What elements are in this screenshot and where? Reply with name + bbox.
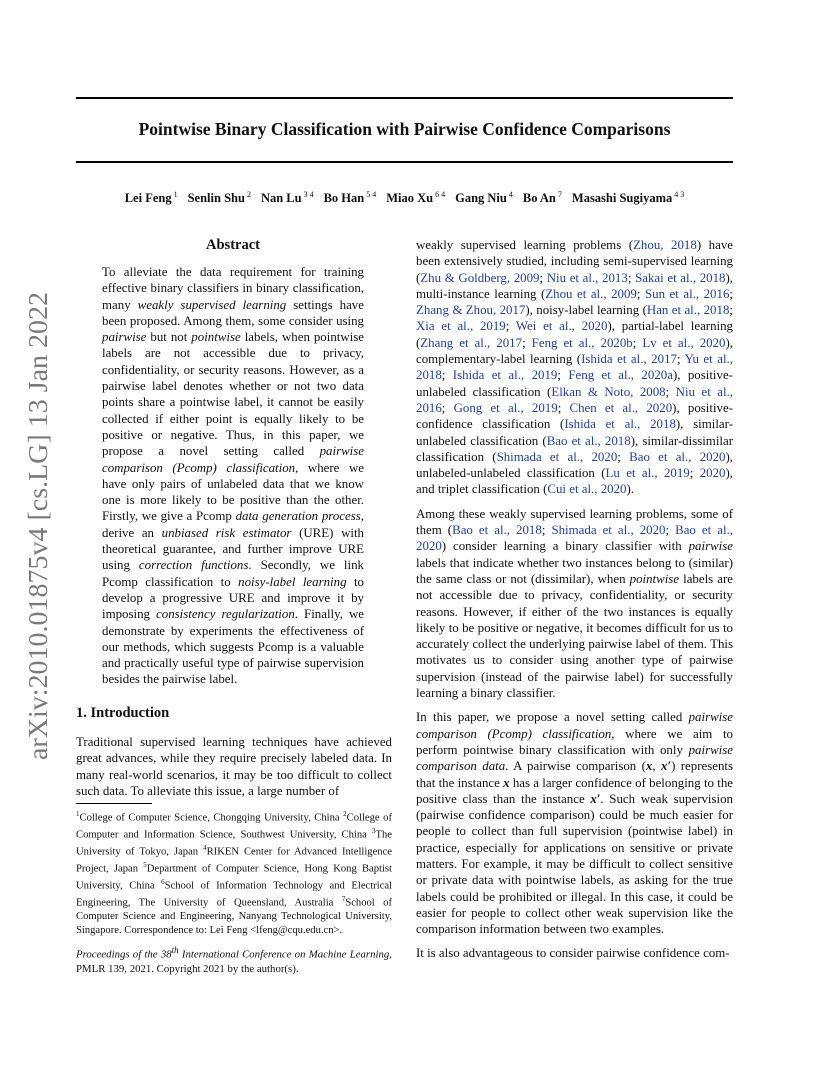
citation-link[interactable]: Niu et al., 2013 — [546, 270, 628, 285]
citation-link[interactable]: 2020 — [699, 466, 726, 481]
text-run: , — [652, 759, 661, 774]
author-name: Nan Lu — [260, 191, 302, 206]
affiliation-mark: 3 — [372, 827, 376, 836]
title-rule-bottom — [76, 161, 733, 163]
text-run: labels are not accessible due to privacy, confidentiality, or security reasons. However, if either of the two instances is equally likely to be positive or negative, it becomes difficult for us to accurately collect the underlying pairwise label of them. This motivates us to consider using another type of pairwise supervision (instead of the pairwise label) for successfully learning a binary classifier. — [416, 571, 734, 701]
text-run: . A pairwise comparison ( — [505, 759, 646, 774]
text-run: It is also advantageous to consider pairwise confidence com- — [416, 946, 730, 961]
proceedings-note — [76, 943, 392, 976]
paragraph — [416, 945, 733, 961]
text-run: , where we have only pairs of unlabeled data that we know one is more likely to be positive than the other. Firstly, we give a Pcomp — [102, 460, 364, 524]
italic-text: pairwise comparison (Pcomp) classification — [416, 710, 733, 741]
text-run: labels that indicate whether two instances belong to (similar) the same class or not (dissimilar), when — [416, 555, 733, 586]
affiliation-mark: 4 — [203, 844, 207, 853]
text-run: weakly supervised learning problems ( — [416, 238, 634, 252]
author-affiliation-mark: 3 4 — [303, 190, 314, 199]
text-run: . Secondly, we link Pcomp classification to — [102, 558, 364, 589]
text-run: ; — [665, 523, 676, 538]
author-name: Lei Feng — [124, 191, 172, 206]
text-run: Department of Computer Science, Hong Kong Baptist University, China — [76, 863, 392, 892]
author-name: Gang Niu — [455, 191, 507, 206]
citation-link[interactable]: Elkan & Noto, 2008 — [551, 384, 666, 399]
text-run: . Such weak supervision (pairwise confidence comparison) could be much easier for people to collect than full supervision (pointwise label) in practice, especially for applications on sensitive or private matters. For example, it may be difficult to collect sensitive or private data with pointwise labels, as asking for the true labels could be prohibited or illegal. In this case, it could be easier for people to collect other weak supervision like the comparison information between two examples. — [416, 791, 734, 937]
citation-link[interactable]: Bao et al., 2020 — [416, 523, 733, 554]
arxiv-stamp — [18, 290, 58, 760]
author — [324, 191, 377, 205]
citation-link[interactable]: Wei et al., 2020 — [515, 319, 608, 334]
text-run: Traditional supervised learning techniques have achieved great advances, while they require precisely labeled data. In many real-world scenarios, it may be too difficult to collect such data. To alleviate this issue, a large number of — [76, 735, 392, 798]
text-run: ; — [505, 319, 516, 334]
math-symbol: x′ — [590, 791, 601, 806]
text-run: ; — [557, 400, 570, 415]
math-symbol: x — [503, 775, 510, 790]
citation-link[interactable]: Bao et al., 2018 — [546, 433, 631, 448]
affiliation-mark: 5 — [143, 861, 147, 870]
paper-title: Pointwise Binary Classification with Pairwise Confidence Comparisons — [138, 119, 671, 139]
citation-link[interactable]: Gong et al., 2019 — [453, 400, 558, 415]
author-list — [76, 190, 733, 206]
text-run: has a larger confidence of belonging to the positive class than the instance — [416, 775, 733, 806]
citation-link[interactable]: Lu et al., 2019 — [605, 466, 690, 481]
citation-link[interactable]: Sakai et al., 2018 — [635, 270, 726, 285]
text-run: ), complementary-label learning ( — [416, 335, 733, 367]
italic-text: pointwise — [629, 571, 680, 586]
text-run: to develop a progressive URE and improve it by imposing — [102, 574, 365, 622]
citation-link[interactable]: Ishida et al., 2018 — [564, 417, 676, 432]
author-affiliation-mark: 6 4 — [435, 190, 446, 199]
italic-text: pairwise — [688, 539, 733, 554]
text-run: ). — [626, 482, 635, 497]
text-run: ; — [676, 352, 685, 367]
citation-link[interactable]: Lv et al., 2020 — [642, 335, 726, 350]
text-run: To alleviate the data requirement for training effective binary classifiers in binary classification, many — [102, 265, 364, 312]
author-name: Bo An — [522, 191, 556, 206]
ordinal-suffix: th — [171, 945, 179, 955]
author-affiliation-mark: 4 3 — [674, 190, 685, 199]
citation-link[interactable]: Zhang et al., 2017 — [420, 335, 523, 350]
right-column-body — [416, 237, 733, 962]
author-affiliation-mark: 1 — [173, 190, 178, 199]
italic-text: pointwise — [191, 330, 241, 345]
citation-link[interactable]: Ishida et al., 2019 — [452, 368, 558, 383]
text-run: ), positive-unlabeled classification ( — [416, 368, 733, 399]
author — [125, 191, 178, 205]
citation-link[interactable]: Feng et al., 2020b — [531, 335, 633, 350]
text-run: ; — [617, 449, 630, 464]
text-run: ), positive-confidence classification ( — [416, 400, 733, 432]
math-symbol: x — [645, 759, 653, 774]
italic-text: International Conference on Machine Learning — [178, 948, 390, 961]
text-run: ) have been extensively studied, including semi-supervised learning ( — [416, 238, 734, 285]
citation-link[interactable]: Shimada et al., 2020 — [551, 523, 666, 538]
author — [386, 191, 445, 205]
text-run: labels, when pointwise labels are not accessible due to privacy, confidentiality, or security reasons. However, as a pairwise label denotes whether or not two data points share a pointwise label, it cannot be easily collected if either point is equally likely to be positive or negative. Thus, in this paper, we propose a novel setting called — [102, 330, 364, 459]
text-run: College of Computer and Information Science, Southwest University, China — [76, 812, 392, 841]
citation-link[interactable]: Niu et al., 2016 — [416, 384, 733, 415]
citation-link[interactable]: Shimada et al., 2020 — [496, 449, 618, 464]
affiliation-mark: 6 — [161, 878, 165, 887]
text-run: Among these weakly supervised learning problems, some of them ( — [416, 506, 733, 538]
text-run: but not — [146, 330, 192, 345]
text-run: ), similar-dissimilar classification ( — [416, 433, 734, 464]
text-run: ; — [729, 286, 733, 301]
author-name: Senlin Shu — [187, 191, 245, 206]
author — [188, 191, 251, 205]
text-run: ; — [632, 335, 643, 350]
text-run: ; — [636, 286, 645, 301]
text-run: ; — [557, 368, 569, 383]
introduction-heading: 1. Introduction — [76, 705, 170, 721]
author-affiliation-mark: 7 — [557, 190, 562, 199]
author-name: Miao Xu — [386, 191, 434, 206]
italic-text: unbiased risk estimator — [161, 525, 292, 540]
affiliations-footnote — [76, 808, 392, 937]
citation-link[interactable]: Xia et al., 2019 — [416, 319, 506, 334]
text-run: ; — [541, 523, 552, 538]
text-run: ) consider learning a binary classifier with — [441, 539, 689, 554]
text-run: RIKEN Center for Advanced Intelligence Project, Japan — [76, 846, 392, 875]
italic-text: Proceedings of the 38 — [76, 948, 172, 961]
text-run: , where we aim to perform pointwise binary classification with only — [416, 726, 733, 757]
italic-text: pairwise — [102, 330, 147, 345]
author-affiliation-mark: 2 — [246, 190, 251, 199]
citation-link[interactable]: Feng et al., 2020a — [568, 368, 673, 383]
citation-link[interactable]: Bao et al., 2020 — [629, 449, 726, 464]
citation-link[interactable]: Zhou, 2018 — [633, 238, 697, 252]
citation-link[interactable]: Chen et al., 2020 — [569, 400, 673, 415]
text-run: School of Computer Science and Engineering, Nanyang Technological University, Singapore. Correspondence to: Lei Feng <lfeng@cqu.edu.cn>. — [76, 897, 393, 936]
arxiv-stamp-text: arXiv:2010.01875v4 [cs.LG] 13 Jan 2022 — [23, 308, 53, 760]
text-run: College of Computer Science, Chongqing University, China — [79, 812, 344, 824]
introduction-body — [76, 734, 392, 799]
author — [455, 191, 513, 205]
footnote-rule — [76, 803, 152, 804]
paragraph — [416, 506, 733, 702]
author-name: Bo Han — [323, 191, 365, 206]
text-run: ), partial-label learning ( — [416, 319, 734, 350]
italic-text: pairwise comparison (Pcomp) classification — [102, 444, 364, 475]
text-run: ) represents that the instance — [416, 759, 733, 790]
text-run: In this paper, we propose a novel setting called — [416, 710, 689, 725]
citation-link[interactable]: Cui et al., 2020 — [547, 482, 627, 497]
text-run: . Finally, we demonstrate by experiments the effectiveness of our methods, which suggests Pcomp is a valuable and practically useful type of pairwise supervision besides the pairwise label. — [102, 607, 365, 687]
paragraph — [416, 237, 733, 498]
text-run: ), and triplet classification ( — [416, 466, 733, 497]
affiliation-mark: 2 — [343, 810, 347, 818]
text-run: ), similar-unlabeled classification ( — [416, 417, 733, 448]
citation-link[interactable]: Bao et al., 2018 — [452, 523, 542, 538]
text-run: , derive an — [102, 509, 364, 540]
text-run: , PMLR 139, 2021. Copyright 2021 by the author(s). — [76, 948, 392, 975]
text-run: ; — [441, 400, 454, 415]
citation-link[interactable]: Yu et al., 2018 — [416, 352, 733, 383]
affiliation-mark: 7 — [341, 895, 346, 904]
text-run: The University of Tokyo, Japan — [76, 829, 392, 858]
title-rule-top — [76, 97, 733, 99]
text-run: School of Information Technology and Electrical Engineering, The University of Queensland, Australia — [76, 880, 392, 909]
citation-link[interactable]: Sun et al., 2016 — [644, 286, 730, 301]
text-run: ; — [539, 270, 547, 285]
citation-link[interactable]: Zhang & Zhou, 2017 — [416, 303, 526, 318]
text-run: (URE) with theoretical guarantee, and further improve URE using — [102, 525, 364, 573]
author-affiliation-mark: 5 4 — [366, 190, 377, 199]
math-symbol: x′ — [660, 759, 672, 774]
italic-text: weakly supervised learning — [137, 297, 287, 312]
text-run: ; — [522, 335, 532, 350]
italic-text: data generation process — [235, 509, 361, 524]
italic-text: consistency regularization — [156, 607, 295, 622]
author — [572, 191, 684, 205]
text-run: ; — [441, 368, 453, 383]
paragraph — [416, 709, 733, 937]
citation-link[interactable]: Zhou et al., 2009 — [545, 286, 637, 301]
text-run: ; — [665, 384, 676, 399]
abstract-heading: Abstract — [206, 237, 260, 253]
text-run: ; — [689, 466, 700, 481]
text-run: ; — [627, 270, 636, 285]
text-run: ; — [729, 303, 733, 318]
text-run: settings have been proposed. Among them, some consider using — [102, 297, 364, 328]
affiliation-mark: 1 — [76, 810, 80, 818]
text-run: ), multi-instance learning ( — [416, 270, 733, 301]
italic-text: pairwise comparison data — [416, 742, 733, 774]
author-affiliation-mark: 4 — [508, 190, 513, 199]
text-run: ), noisy-label learning ( — [525, 303, 647, 318]
author — [261, 191, 314, 205]
citation-link[interactable]: Zhu & Goldberg, 2009 — [420, 270, 540, 285]
abstract-body — [102, 264, 364, 688]
author — [523, 191, 562, 205]
italic-text: noisy-label learning — [238, 574, 347, 589]
italic-text: correction functions — [138, 558, 249, 573]
text-run: ), unlabeled-unlabeled classification ( — [416, 449, 733, 481]
citation-link[interactable]: Ishida et al., 2017 — [581, 352, 677, 367]
author-name: Masashi Sugiyama — [571, 191, 673, 206]
citation-link[interactable]: Han et al., 2018 — [646, 303, 730, 318]
